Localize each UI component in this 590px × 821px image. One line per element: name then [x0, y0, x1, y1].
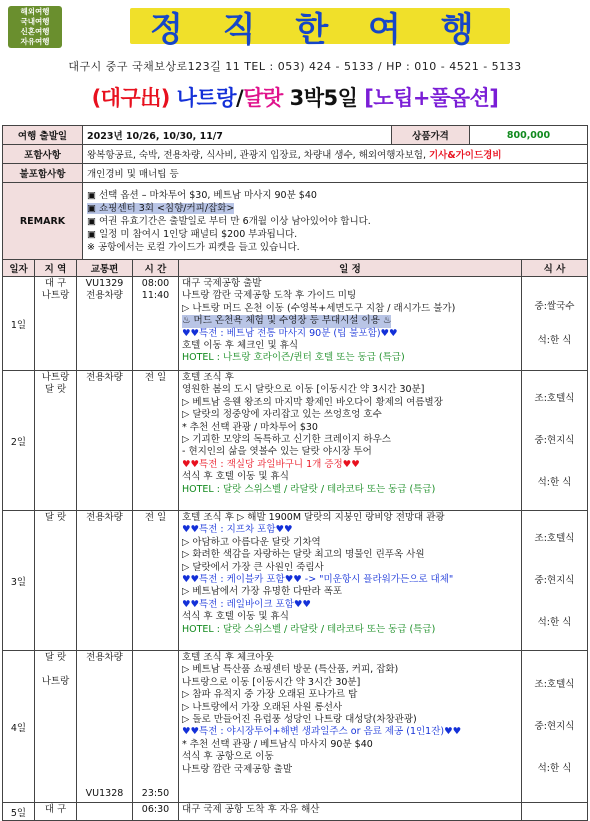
schedule-line: ▷ 베트남에서 가장 유명한 다딴라 폭포: [182, 586, 343, 598]
schedule-line: 대구 국제 공항 도착 후 자유 해산: [182, 804, 320, 815]
region-name: 달 랏: [44, 384, 67, 396]
schedule-line: ♨ 머드 온천욕 체험 및 수영장 등 부대시설 이용 ♨: [182, 315, 392, 327]
logo-line: 자유여행: [20, 37, 50, 46]
schedule-line: ▷ 돌로 만들어진 유럽풍 성당인 나트랑 대성당(차창관광): [182, 714, 417, 726]
meal-item: 석:한 식: [537, 616, 572, 628]
region-name: 달 랏: [44, 652, 67, 663]
meal-item: 중:현지식: [534, 720, 575, 732]
schedule-line: ▷ 화려한 색감을 자랑하는 달랏 최고의 명물인 린푸옥 사원: [182, 549, 425, 561]
remark-item: ※ 공항에서는 로컬 가이드가 피켓을 들고 있습니다.: [87, 242, 300, 253]
schedule-line: HOTEL : 달랏 스위스벨 / 라달랏 / 테라코타 또는 동급 (특급): [182, 483, 436, 495]
schedule-line: HOTEL : 나트랑 호라이즌/퀸터 호텔 또는 동급 (특급): [182, 352, 405, 364]
col-time: 시 간: [133, 260, 179, 277]
schedule-line: ▷ 참파 유적지 중 가장 오래된 포나가르 탑: [182, 689, 358, 701]
time-item: 11:40: [141, 290, 170, 302]
day-row: [3, 511, 588, 651]
schedule-line: HOTEL : 달랏 스위스벨 / 라달랏 / 테라코타 또는 동급 (특급): [182, 623, 436, 635]
schedule-line: ▷ 나트랑 머드 온천 이동 (수영복+세면도구 지참 / 래시가드 불가): [182, 302, 456, 314]
schedule-line: ▷ 베트남 특산품 쇼핑센터 방문 (특산품, 커피, 잡화): [182, 664, 399, 676]
title-sep: /: [236, 86, 244, 110]
schedule-line: ▷ 기괴한 모양의 독특하고 신기한 크레이지 하우스: [182, 434, 391, 446]
schedule-line: 호텔 조식 후 체크아웃: [182, 652, 274, 663]
included-text: 왕복항공료, 숙박, 전용차량, 식사비, 관광지 입장료, 차량내 생수, 해외여행자보험,: [87, 150, 429, 161]
remark-item: ▣ 쇼핑센터 3회 <침향/커피/잡화>: [87, 203, 235, 214]
schedule-line: ▷ 달랏에서 가장 큰 사원인 죽림사: [182, 561, 324, 573]
region-name: 나트랑: [41, 676, 70, 688]
header: [0, 0, 590, 60]
page-title: [0, 82, 590, 112]
schedule-line: ▷ 베트남 응웬 왕조의 마지막 황제인 바오다이 황제의 여름별장: [182, 396, 443, 408]
meal-item: 석:한 식: [537, 476, 572, 488]
region-name: 대 구: [44, 278, 67, 289]
schedule-line: - 현지인의 삶을 엿볼수 있는 달랏 야시장 투어: [182, 446, 372, 458]
schedule-line: 석식 후 공항으로 이동: [182, 751, 274, 763]
schedule-line: 호텔 이동 후 체크인 및 휴식: [182, 340, 299, 352]
remark-item: ▣ 선택 옵션 – 마차투어 $30, 베트남 마사지 90분 $40: [87, 190, 317, 201]
time-item: 전 일: [144, 512, 167, 523]
col-meals: 식 사: [522, 260, 588, 277]
remark-list: [83, 183, 588, 261]
title-origin: (대구出): [91, 86, 177, 110]
meal-item: 중:현지식: [534, 434, 575, 446]
day-row: [3, 371, 588, 511]
logo-line: 신혼여행: [20, 27, 50, 36]
meal-item: 조:호텔식: [534, 392, 575, 404]
col-transport: 교통편: [77, 260, 133, 277]
day-label: 4일: [10, 722, 27, 734]
title-tag: [노팁+풀옵션]: [364, 86, 499, 110]
departure-dates: 2023년 10/26, 10/30, 11/7: [83, 126, 392, 145]
included-label: 포함사항: [3, 145, 83, 164]
day-label: 2일: [10, 436, 27, 448]
region-name: 달 랏: [44, 512, 67, 523]
schedule-line: ▷ 달랏의 정중앙에 자리잡고 있는 쓰엉흐엉 호수: [182, 409, 382, 421]
transport-item: 전용차량: [86, 372, 123, 383]
remark-label: REMARK: [3, 183, 83, 261]
schedule-line: ♥♥특전 : 케이블카 포함♥♥ -> "미운항시 플라워가든으로 대체": [182, 574, 454, 586]
day-row: [3, 277, 588, 371]
time-item: 전 일: [144, 372, 167, 383]
meal-item: 석:한 식: [537, 762, 572, 774]
title-duration: 3박5일: [282, 86, 365, 110]
contact-info: 대구시 중구 국채보상로123길 11 TEL : 053) 424 - 5133 / HP : 010 - 4521 - 5133: [68, 60, 522, 73]
schedule-line: * 추천 선택 관광 / 베트남식 마사지 90분 $40: [182, 738, 373, 750]
schedule-line: ▷ 나트랑에서 가장 오래된 사원 롱선사: [182, 701, 343, 713]
excluded-value: 개인경비 및 매너팁 등: [83, 164, 588, 183]
day-row: [3, 651, 588, 803]
time-item: 08:00: [141, 278, 170, 289]
region-name: 나트랑: [41, 372, 70, 383]
logo-line: 해외여행: [20, 7, 50, 16]
included-text-highlight: 기사&가이드경비: [428, 150, 502, 161]
transport-item: 전용차량: [86, 652, 123, 663]
region-name: 나트랑: [41, 290, 70, 302]
meal-item: 중:현지식: [534, 574, 575, 586]
included-value: [83, 145, 588, 164]
region-name: 대 구: [44, 804, 67, 815]
title-dest-2: 달랏: [243, 86, 283, 110]
schedule-line: 대구 국제공항 출발: [182, 278, 262, 289]
schedule-line: 석식 후 호텔 이동 및 휴식: [182, 471, 289, 483]
meal-item: 조:호텔식: [534, 532, 575, 544]
excluded-label: 불포함사항: [3, 164, 83, 183]
transport-item: 전용차량: [86, 512, 123, 523]
itinerary-table: [2, 259, 588, 821]
brand-name: 정 직 한 여 행: [150, 10, 488, 50]
logo-line: 국내여행: [20, 17, 50, 26]
col-day: 일자: [3, 260, 35, 277]
schedule-line: ♥♥특전 : 지프차 포함♥♥: [182, 524, 293, 536]
day-row: [3, 803, 588, 821]
meal-item: 석:한 식: [537, 334, 572, 346]
meal-item: 조:호텔식: [534, 678, 575, 690]
day-label: 5일: [10, 807, 27, 819]
col-schedule: 일 정: [179, 260, 522, 277]
departure-label: 여행 출발일: [3, 126, 83, 145]
transport-item: VU1328: [85, 787, 124, 799]
schedule-line: ♥♥특전 : 야시장투어+해변 생과일주스 or 음료 제공 (1인1잔)♥♥: [182, 726, 462, 738]
price-label: 상품가격: [392, 126, 470, 145]
transport-item: VU1329: [85, 278, 124, 289]
schedule-line: ♥♥특전 : 잭실당 과일바구니 1개 증정♥♥: [182, 458, 360, 470]
schedule-line: 호텔 조식 후: [182, 372, 234, 383]
day-label: 1일: [10, 319, 27, 331]
schedule-line: 나트랑 깜란 국제공항 도착 후 가이드 미팅: [182, 290, 357, 302]
title-dest-1: 나트랑: [176, 86, 237, 110]
remark-item: ▣ 여권 유효기간은 출발일로 부터 만 6개월 이상 남아있어야 합니다.: [87, 216, 371, 227]
schedule-line: 나트랑으로 이동 [이동시간 약 3시간 30분]: [182, 676, 361, 688]
logo: [8, 6, 62, 48]
price-value: 800,000: [470, 126, 588, 145]
schedule-line: 나트랑 깜란 국제공항 출발: [182, 763, 293, 775]
schedule-line: * 추천 선택 관광 / 마차투어 $30: [182, 421, 318, 433]
schedule-line: 석식 후 호텔 이동 및 휴식: [182, 611, 289, 623]
schedule-line: ♥♥특전 : 베트남 전통 마사지 90분 (팁 불포함)♥♥: [182, 327, 398, 339]
schedule-line: ▷ 아담하고 아름다운 달랏 기차역: [182, 536, 321, 548]
remark-item: ▣ 일정 미 참여시 1인당 패널티 $200 부과됩니다.: [87, 229, 298, 240]
transport-item: 전용차량: [86, 290, 123, 302]
time-item: 23:50: [141, 787, 170, 799]
day-label: 3일: [10, 576, 27, 588]
time-item: 06:30: [141, 804, 170, 815]
col-region: 지 역: [35, 260, 77, 277]
schedule-line: ♥♥특전 : 레일바이크 포함♥♥: [182, 598, 311, 610]
info-table: [2, 125, 588, 261]
schedule-line: 호텔 조식 후 ▷ 해발 1900M 달랏의 지붕인 랑비앙 전망대 관광: [182, 512, 445, 523]
meal-item: 중:쌀국수: [534, 300, 575, 312]
schedule-line: 영원한 봄의 도시 달랏으로 이동 [이동시간 약 3시간 30분]: [182, 384, 425, 396]
